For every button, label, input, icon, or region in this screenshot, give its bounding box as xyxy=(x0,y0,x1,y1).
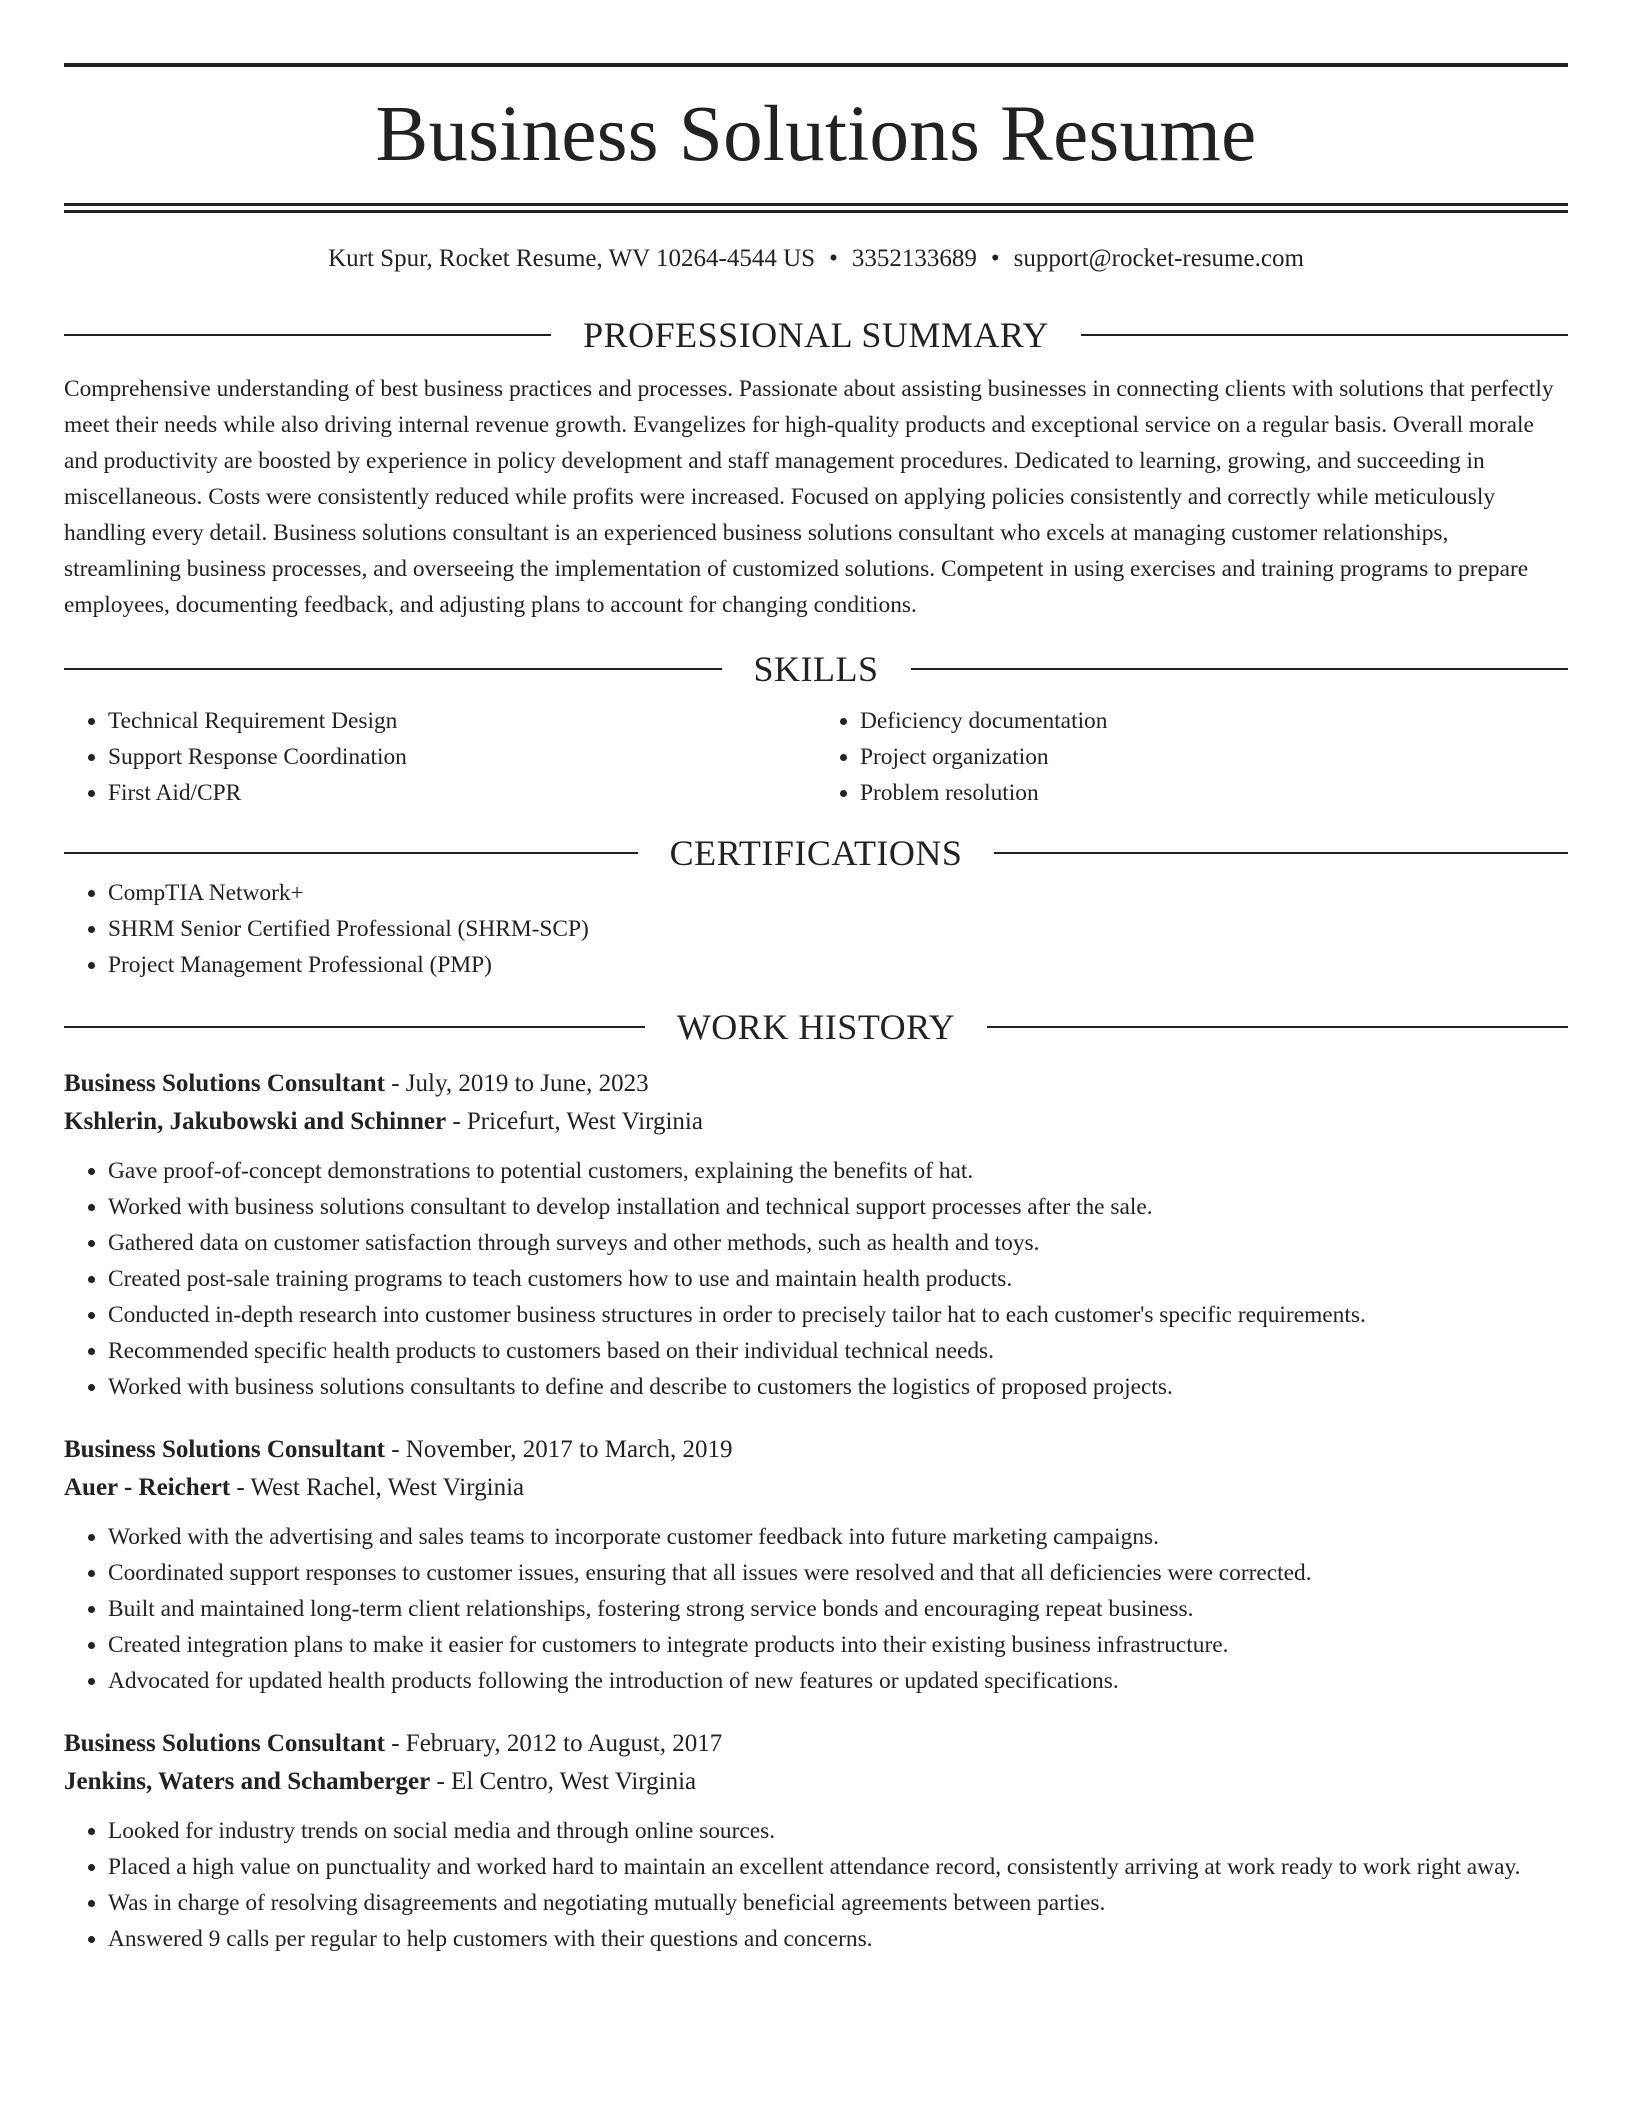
divider-line xyxy=(64,334,551,336)
job-bullet: • Built and maintained long-term client relationships, fostering strong service bonds and encouraging repeat business. xyxy=(108,1591,1568,1627)
certification-item: • CompTIA Network+ xyxy=(108,875,1568,911)
skill-item: • Deficiency documentation xyxy=(860,703,1568,739)
job-bullet: • Coordinated support responses to customer issues, ensuring that all issues were resolved and that all deficiencies were corrected. xyxy=(108,1555,1568,1591)
job-bullet: • Conducted in-depth research into customer business structures in order to precisely tailor hat to each customer's specific requirements. xyxy=(108,1297,1568,1333)
job-company: Auer - Reichert xyxy=(64,1474,231,1501)
certifications-list xyxy=(64,875,1568,983)
job-bullet: • Answered 9 calls per regular to help customers with their questions and concerns. xyxy=(108,1921,1568,1957)
job-bullet: • Recommended specific health products to customers based on their individual technical needs. xyxy=(108,1333,1568,1369)
job-dates: - February, 2012 to August, 2017 xyxy=(384,1730,723,1757)
summary-section-header xyxy=(64,313,1568,357)
skill-item: • Project organization xyxy=(860,739,1568,775)
work-history-heading: WORK HISTORY xyxy=(676,1007,956,1047)
contact-separator: • xyxy=(990,245,1000,272)
job-bullet: • Placed a high value on punctuality and worked hard to maintain an excellent attendance record, consistently arriving at work ready to work right away. xyxy=(108,1849,1568,1885)
divider-line xyxy=(64,668,722,670)
certification-item: • Project Management Professional (PMP) xyxy=(108,947,1568,983)
job-title-line xyxy=(64,1725,1568,1763)
contact-address: Kurt Spur, Rocket Resume, WV 10264-4544 US xyxy=(328,245,816,272)
job-title: Business Solutions Consultant xyxy=(64,1730,385,1757)
job-location: - Pricefurt, West Virginia xyxy=(446,1108,703,1135)
job-dates: - November, 2017 to March, 2019 xyxy=(384,1436,733,1463)
summary-text: Comprehensive understanding of best business practices and processes. Passionate about assisting businesses in connecting clients with solutions that perfectly meet their needs while also driving internal revenue growth. Evangelizes for high-quality products and exceptional service on a regular basis. Overall morale and productivity are boosted by experience in policy development and staff management procedures. Dedicated to learning, growing, and succeeding in miscellaneous. Costs were consistently reduced while profits were increased. Focused on applying policies consistently and correctly while meticulously handling every detail. Business solutions consultant is an experienced business solutions consultant who excels at managing customer relationships, streamlining business processes, and overseeing the implementation of customized solutions. Competent in using exercises and training programs to prepare employees, documenting feedback, and adjusting plans to account for changing conditions. xyxy=(64,376,1554,618)
job-bullets xyxy=(64,1153,1568,1405)
job-entry xyxy=(64,1725,1568,1957)
job-bullets xyxy=(64,1813,1568,1957)
job-bullet: • Created integration plans to make it easier for customers to integrate products into their existing business infrastructure. xyxy=(108,1627,1568,1663)
resume-title: Business Solutions Resume xyxy=(375,91,1257,178)
contact-email: support@rocket-resume.com xyxy=(1013,245,1304,272)
summary-heading: PROFESSIONAL SUMMARY xyxy=(583,315,1049,355)
job-title: Business Solutions Consultant xyxy=(64,1070,385,1097)
job-bullet: • Looked for industry trends on social media and through online sources. xyxy=(108,1813,1568,1849)
job-bullet: • Gathered data on customer satisfaction through surveys and other methods, such as health and toys. xyxy=(108,1225,1568,1261)
divider-line xyxy=(987,1026,1568,1028)
job-entry xyxy=(64,1431,1568,1699)
contact-separator: • xyxy=(829,245,838,272)
job-title-line xyxy=(64,1431,1568,1469)
job-bullets xyxy=(64,1519,1568,1699)
certification-item: • SHRM Senior Certified Professional (SHRM-SCP) xyxy=(108,911,1568,947)
job-location: - West Rachel, West Virginia xyxy=(230,1474,525,1501)
divider-line xyxy=(64,852,638,854)
top-rule xyxy=(64,63,1568,67)
job-dates: - July, 2019 to June, 2023 xyxy=(384,1070,649,1097)
contact-line xyxy=(64,243,1568,275)
skills-column-left xyxy=(64,703,816,811)
divider-line xyxy=(994,852,1568,854)
skill-item: • Support Response Coordination xyxy=(108,739,816,775)
skill-item: • Problem resolution xyxy=(860,775,1568,811)
job-title: Business Solutions Consultant xyxy=(64,1436,385,1463)
job-location: - El Centro, West Virginia xyxy=(430,1768,697,1795)
certifications-heading: CERTIFICATIONS xyxy=(669,833,963,873)
title-double-rule xyxy=(64,203,1568,213)
job-bullet: • Gave proof-of-concept demonstrations to potential customers, explaining the benefits of hat. xyxy=(108,1153,1568,1189)
divider-line xyxy=(1081,334,1568,336)
skills-heading: SKILLS xyxy=(753,649,879,689)
work-history-section-header xyxy=(64,1005,1568,1049)
resume-page xyxy=(64,0,1568,1957)
job-bullet: • Was in charge of resolving disagreements and negotiating mutually beneficial agreements between parties. xyxy=(108,1885,1568,1921)
skill-item: • First Aid/CPR xyxy=(108,775,816,811)
job-bullet: • Advocated for updated health products following the introduction of new features or updated specifications. xyxy=(108,1663,1568,1699)
skill-item: • Technical Requirement Design xyxy=(108,703,816,739)
job-bullet: • Worked with business solutions consultant to develop installation and technical support processes after the sale. xyxy=(108,1189,1568,1225)
job-entry xyxy=(64,1065,1568,1405)
job-title-line xyxy=(64,1065,1568,1103)
job-company-line xyxy=(64,1103,1568,1141)
contact-phone: 3352133689 xyxy=(851,245,977,272)
job-bullet: • Worked with the advertising and sales teams to incorporate customer feedback into future marketing campaigns. xyxy=(108,1519,1568,1555)
divider-line xyxy=(911,668,1569,670)
job-bullet: • Created post-sale training programs to teach customers how to use and maintain health products. xyxy=(108,1261,1568,1297)
job-company: Kshlerin, Jakubowski and Schinner xyxy=(64,1108,447,1135)
skills-section-header xyxy=(64,647,1568,691)
divider-line xyxy=(64,1026,645,1028)
job-company-line xyxy=(64,1763,1568,1801)
skills-list xyxy=(64,703,1568,811)
job-company: Jenkins, Waters and Schamberger xyxy=(64,1768,431,1795)
job-company-line xyxy=(64,1469,1568,1507)
certifications-section-header xyxy=(64,831,1568,875)
skills-column-right xyxy=(816,703,1568,811)
job-bullet: • Worked with business solutions consultants to define and describe to customers the logistics of proposed projects. xyxy=(108,1369,1568,1405)
